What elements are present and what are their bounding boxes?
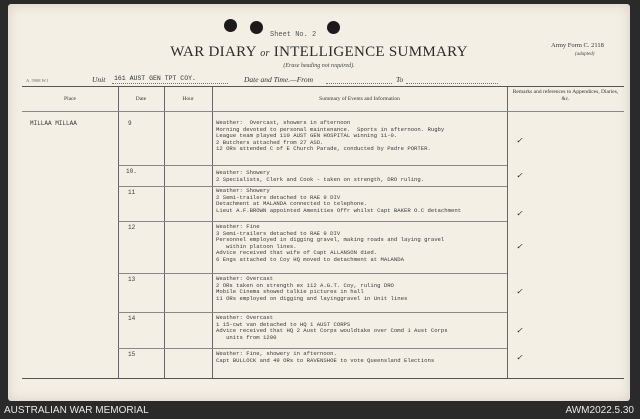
unit-value: 161 AUST GEN TPT COY. (114, 75, 196, 82)
summary-line: 2 ORs taken on strength ex 112 A.G.T. Coy, ruling DRO (216, 281, 394, 289)
entry-date: 9 (128, 120, 132, 127)
header-rule (22, 111, 624, 112)
summary-line: 2 Butchers attached from 27 ASD. (216, 138, 324, 146)
summary-line: Capt BULLOCK and 49 ORs to RAVENSHOE to vote Queensland Elections (216, 356, 435, 364)
entry-summary (216, 120, 444, 153)
to-label: To (396, 75, 404, 84)
initial-mark: ✓ (516, 287, 523, 296)
summary-line: Advice received that HQ 2 Aust Corps wouldtake over Comd 1 Aust Corps (216, 327, 448, 335)
entry-summary (216, 315, 448, 341)
page-title (8, 44, 630, 61)
summary-line: Lieut A.F.BROWN appointed Amenities Offr whilst Capt BAKER O.C detachment (216, 206, 462, 214)
summary-line: 11 ORs employed on digging and layinggravel in Unit lines (216, 294, 408, 302)
col-divider (507, 87, 508, 378)
entry-date: 14 (128, 315, 136, 322)
page-subtitle: (Erase heading not required). (283, 63, 355, 69)
col-header-summary: Summary of Events and Information (319, 96, 400, 102)
print-code: A. 5908 W.1 (26, 78, 49, 83)
date-time-label: Date and Time.—From (244, 75, 314, 84)
diary-sheet (8, 4, 630, 401)
summary-line: Weather: Overcast (216, 314, 274, 321)
row-rule (118, 186, 507, 187)
punch-hole (224, 19, 237, 32)
entry-date: 12 (128, 224, 136, 231)
col-header-remarks: Remarks and references to Appendices, Diaries, &c. (512, 89, 619, 102)
place-value: MILLAA MILLAA (30, 120, 77, 127)
unit-dotted-line (112, 83, 228, 84)
summary-line: League team played 110 AUST GEN HOSPITAL winning 11-0. (216, 132, 398, 140)
col-header-place: Place (64, 96, 76, 102)
to-dotted-line (406, 83, 498, 84)
punch-hole (327, 21, 340, 34)
form-adapted: (adapted) (575, 52, 595, 57)
entry-date: 11 (128, 189, 136, 196)
summary-line: Weather: Fine, showery in afternoon. (216, 350, 337, 357)
entry-summary (216, 170, 424, 183)
row-rule (118, 348, 507, 349)
punch-hole (250, 21, 263, 34)
row-rule (118, 165, 507, 166)
summary-line: Weather: Showery (216, 169, 270, 176)
sheet-number: Sheet No. 2 (270, 31, 317, 39)
row-rule (118, 312, 507, 313)
title-war-diary: WAR DIARY (170, 44, 257, 60)
col-header-date: Date (135, 96, 147, 102)
summary-line: 2 Specialists, Clerk and Cook - taken on strength, DRO ruling. (216, 175, 425, 183)
from-dotted-line (326, 83, 392, 84)
summary-line: Weather: Fine (216, 223, 260, 230)
summary-line: Weather: Showery (216, 187, 270, 194)
col-header-hour: Hour (182, 96, 194, 102)
entry-date: 13 (128, 276, 136, 283)
summary-line: Weather: Overcast, showers in afternoon (216, 119, 351, 126)
col-divider (164, 87, 165, 378)
initial-mark: ✓ (516, 136, 523, 145)
title-intelligence-summary: INTELLIGENCE SUMMARY (273, 44, 468, 60)
initial-mark: ✓ (516, 209, 523, 218)
summary-line: 3 Semi-trailers detached to RAE 9 DIV (216, 229, 341, 237)
entry-summary (216, 276, 407, 302)
summary-line: Detachment at MALANDA connected to telephone. (216, 200, 368, 208)
col-divider (118, 87, 119, 378)
footer-accession-number: AWM2022.5.30 (565, 405, 634, 416)
summary-line: 2 Semi-trailers detached to RAE 9 DIV (216, 193, 341, 201)
summary-line: units from 1200 (216, 333, 277, 341)
footer-credit: AUSTRALIAN WAR MEMORIAL (4, 405, 149, 416)
summary-line: Personnel employed in digging gravel, making roads and laying gravel (216, 236, 445, 244)
entry-date: 10. (126, 168, 137, 175)
summary-line: Weather: Overcast (216, 275, 274, 282)
summary-line: Mobile Cinema showed talkie pictures in hall (216, 288, 364, 296)
form-number: Army Form C. 2118 (551, 42, 604, 49)
initial-mark: ✓ (516, 171, 523, 180)
entry-summary (216, 351, 434, 364)
summary-line: Advice received that wife of Capt ALLANSON died. (216, 249, 378, 257)
entry-date: 15 (128, 351, 136, 358)
unit-label: Unit (92, 75, 106, 84)
summary-line: within platoon lines. (216, 242, 297, 250)
initial-mark: ✓ (516, 326, 523, 335)
initial-mark: ✓ (516, 353, 523, 362)
entry-summary (216, 188, 461, 214)
summary-line: Morning devoted to personal maintenance. Sports in afternoon. Rugby (216, 125, 445, 133)
row-rule (118, 273, 507, 274)
initial-mark: ✓ (516, 242, 523, 251)
summary-line: 12 ORs attended C of E Church Parade, conducted by Padre PORTER. (216, 145, 431, 153)
summary-line: 6 Engs attached to Coy HQ moved to detachment at MALANDA (216, 255, 404, 263)
summary-line: 1 15-cwt van detached to HQ 1 AUST CORPS (216, 320, 351, 328)
col-divider (212, 87, 213, 378)
title-or: or (260, 48, 270, 59)
row-rule (118, 221, 507, 222)
entry-summary (216, 224, 444, 264)
